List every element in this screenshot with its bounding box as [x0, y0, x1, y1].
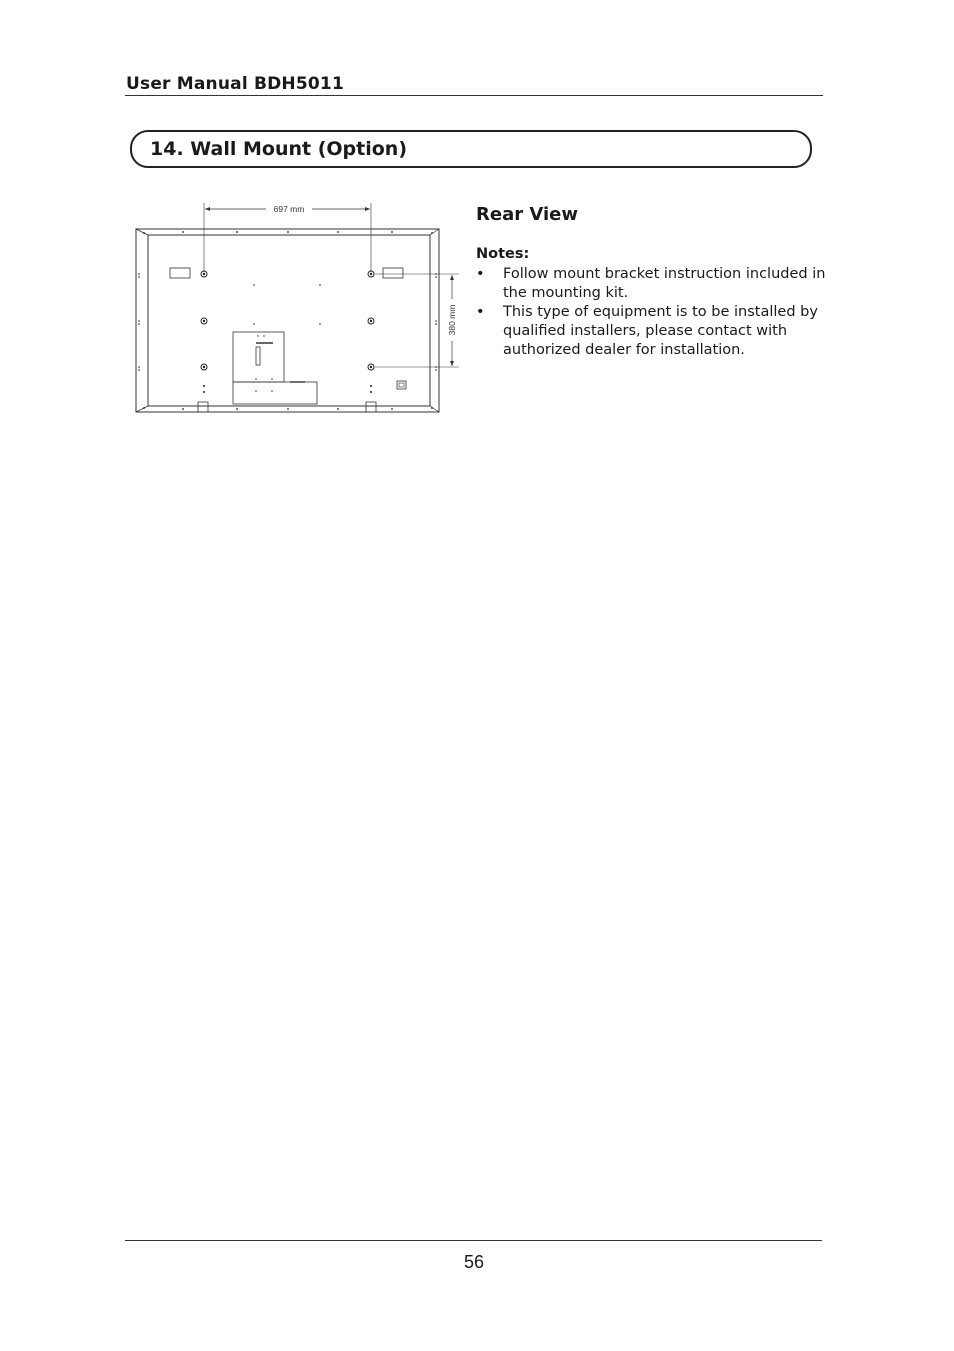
- width-dimension-label: 697 mm: [273, 204, 305, 214]
- section-title: 14. Wall Mount (Option): [150, 138, 408, 160]
- note-item: [476, 265, 826, 303]
- header-divider: [125, 95, 823, 96]
- height-dimension-label: 380 mm: [447, 304, 457, 336]
- note-text: This type of equipment is to be installed by qualified installers, please contact with authorized dealer for installation.: [503, 304, 818, 358]
- notes-list: [476, 265, 826, 360]
- page-number: 56: [463, 1252, 485, 1272]
- notes-label: Notes:: [476, 246, 530, 262]
- note-text: Follow mount bracket instruction included in the mounting kit.: [503, 266, 826, 301]
- footer-divider: [125, 1240, 822, 1241]
- manual-title: User Manual BDH5011: [126, 74, 344, 94]
- note-item: [476, 303, 826, 360]
- bullet: •: [476, 266, 485, 282]
- rear-view-diagram: [130, 195, 465, 420]
- rear-view-heading: Rear View: [476, 204, 578, 225]
- bullet: •: [476, 304, 485, 320]
- section-title-box: [130, 130, 812, 168]
